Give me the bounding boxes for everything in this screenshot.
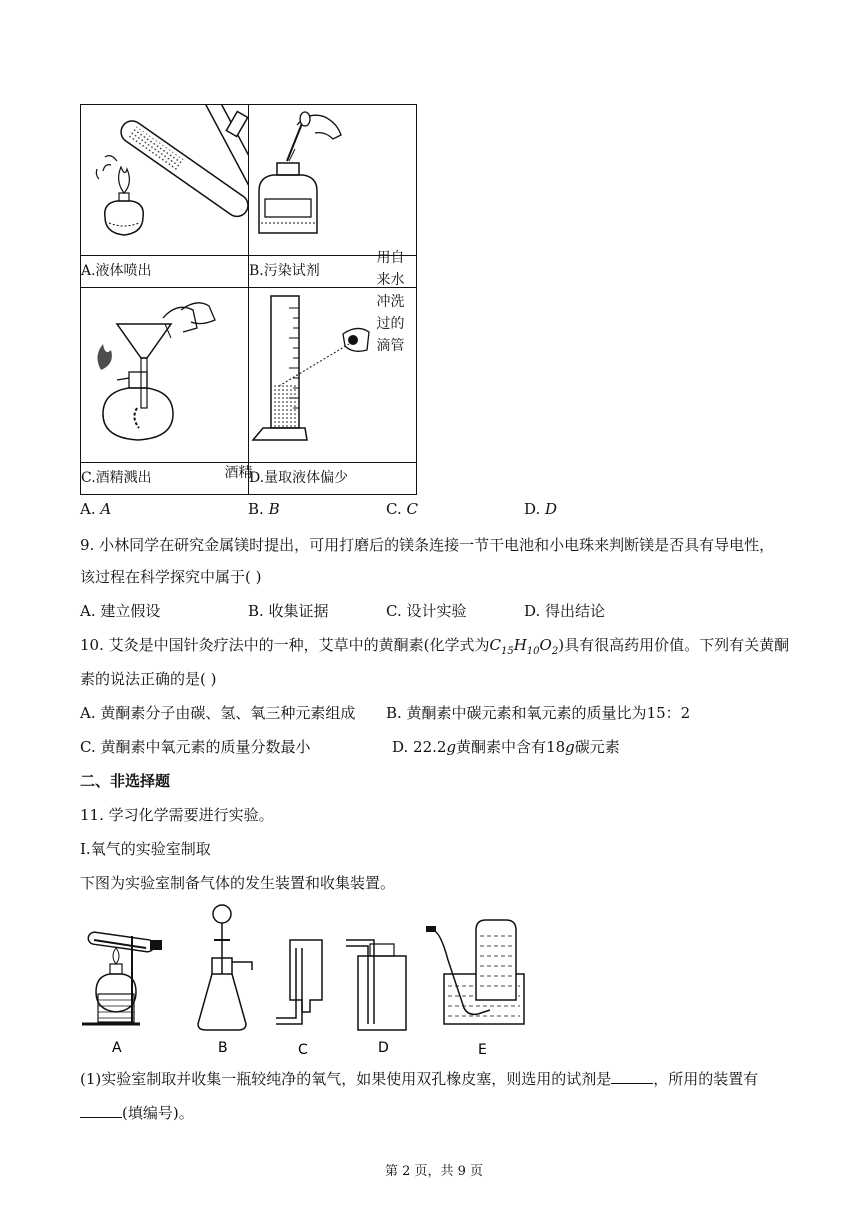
apparatus-c <box>276 940 322 1024</box>
formula: $C_{15}H_{10}O_2$ <box>489 636 559 657</box>
caption-a: A.液体喷出 <box>81 256 249 288</box>
apparatus-a <box>82 931 162 1024</box>
q8-option-a[interactable]: A. A <box>80 500 112 518</box>
q9-stem-line2: 该过程在科学探究中属于( ) <box>80 568 262 586</box>
q8-option-d[interactable]: D. D <box>524 500 558 518</box>
q9-stem-line1: 9. 小林同学在研究金属镁时提出，可用打磨后的镁条连接一节干电池和小电珠来判断镁是否具有导电性， <box>80 536 775 554</box>
q10-option-b[interactable]: B. 黄酮素中碳元素和氧元素的质量比为15：2 <box>386 704 691 722</box>
q10-option-a[interactable]: A. 黄酮素分子由碳、氢、氧三种元素组成 <box>80 704 356 722</box>
figure-a-cell <box>81 105 249 256</box>
caption-b: B.污染试剂 <box>249 256 417 288</box>
q11-subheading: I.氧气的实验室制取 <box>80 840 211 858</box>
q9-option-b[interactable]: B. 收集证据 <box>248 602 329 620</box>
q10-option-c[interactable]: C. 黄酮素中氧元素的质量分数最小 <box>80 738 311 756</box>
experiment-figure-table <box>80 104 417 495</box>
q8-option-c[interactable]: C. C <box>386 500 418 518</box>
figure-a-heating-test-tube <box>81 105 248 251</box>
q10-stem-line2: 素的说法正确的是( ) <box>80 670 217 688</box>
section-heading: 二、非选择题 <box>80 772 171 790</box>
q11-part1-line1: (1)实验室制取并收集一瓶较纯净的氧气，如果使用双孔橡皮塞，则选用的试剂是 ，所用的装置有 <box>80 1070 759 1088</box>
q11-stem: 11. 学习化学需要进行实验。 <box>80 806 274 824</box>
q10-option-d[interactable]: D. 22.2g黄酮素中含有18g碳元素 <box>392 738 620 756</box>
q8-option-b[interactable]: B. B <box>248 500 280 518</box>
apparatus-label-e: E <box>478 1042 487 1058</box>
apparatus-label-a: A <box>112 1040 122 1056</box>
apparatus-b <box>198 905 252 1030</box>
apparatus-label-b: B <box>218 1040 228 1056</box>
figure-c-note: 酒精 <box>224 464 253 481</box>
page-footer: 第 2 页，共 9 页 <box>384 1164 484 1179</box>
q11-intro: 下图为实验室制备气体的发生装置和收集装置。 <box>80 874 396 892</box>
figure-c-alcohol-lamp-funnel <box>81 288 248 458</box>
apparatus-figure <box>76 900 536 1060</box>
apparatus-label-c: C <box>298 1042 308 1058</box>
q9-option-c[interactable]: C. 设计实验 <box>386 602 467 620</box>
caption-d: D.量取液体偏少 <box>249 463 417 495</box>
apparatus-e <box>426 920 524 1024</box>
apparatus-label-d: D <box>378 1040 389 1056</box>
q9-option-a[interactable]: A. 建立假设 <box>80 602 161 620</box>
figure-b-note: 用自 来水 冲洗 过的 滴管 <box>376 249 405 354</box>
q9-option-d[interactable]: D. 得出结论 <box>524 602 606 620</box>
figure-b-dropper-bottle <box>249 105 416 251</box>
answer-blank-apparatus[interactable] <box>80 1103 122 1118</box>
apparatus-d <box>346 940 406 1030</box>
caption-c: C.酒精溅出 <box>81 463 249 495</box>
q10-stem-line1: 10. 艾灸是中国针灸疗法中的一种，艾草中的黄酮素(化学式为$C_{15}H_{10}O_2$)具有很高药用价值。下列有关黄酮 <box>80 636 790 657</box>
q11-part1-line2: (填编号)。 <box>80 1102 194 1124</box>
answer-blank-reagent[interactable] <box>611 1069 653 1084</box>
